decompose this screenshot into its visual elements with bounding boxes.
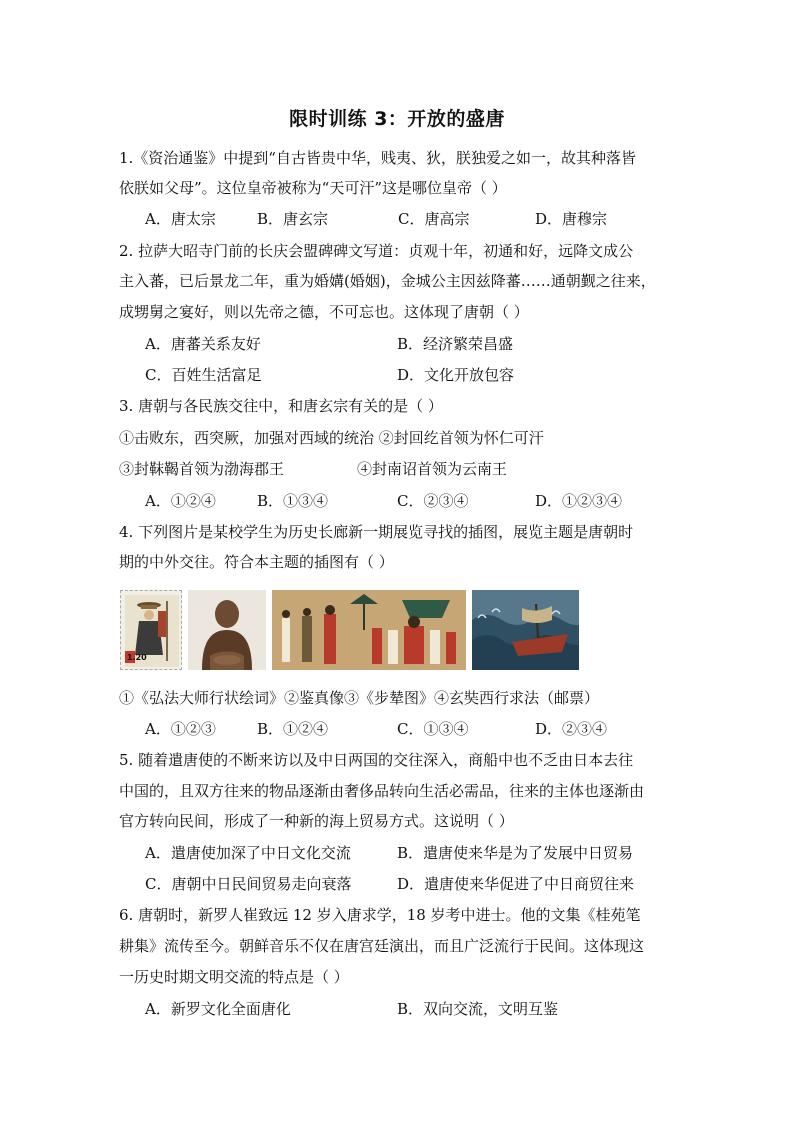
q6-stem-line1: 6. 唐朝时，新罗人崔致远 12 岁入唐求学，18 岁考中进士。他的文集《桂苑笔 — [119, 906, 641, 924]
q6-option-a[interactable]: A．新罗文化全面唐化 — [145, 1000, 291, 1018]
q2-option-d[interactable]: D．文化开放包容 — [397, 366, 515, 384]
page-title: 限时训练 3：开放的盛唐 — [289, 108, 505, 130]
q4-option-b[interactable]: B．①②④ — [257, 720, 329, 738]
q4-option-d[interactable]: D．②③④ — [535, 720, 608, 738]
stamp-value: 1.20 — [127, 653, 147, 662]
q3-option-d[interactable]: D．①②③④ — [535, 492, 623, 510]
q1-stem-line2: 依朕如父母”。这位皇帝被称为“天可汗”这是哪位皇帝（ ） — [119, 179, 507, 197]
q2-stem-line3: 成甥舅之宴好，则以先帝之德，不可忘也。这体现了唐朝（ ） — [119, 303, 529, 321]
q2-option-c[interactable]: C．百姓生活富足 — [145, 366, 262, 384]
bunian-painting-image — [272, 590, 466, 670]
jianzhen-statue-image — [188, 590, 266, 670]
q4-captions: ①《弘法大师行状绘词》②鉴真像③《步辇图》④玄奘西行求法（邮票） — [119, 689, 600, 707]
q5-option-a[interactable]: A．遣唐使加深了中日文化交流 — [145, 844, 351, 862]
q2-stem-line2: 主入蕃，已后景龙二年，重为婚媾(婚姻)，金城公主因兹降蕃……通朝觐之往来， — [119, 272, 656, 290]
q1-option-a[interactable]: A．唐太宗 — [145, 210, 216, 228]
q4-option-a[interactable]: A．①②③ — [145, 720, 216, 738]
stamp-image — [120, 590, 182, 670]
ship-scroll-image — [472, 590, 579, 670]
q3-option-b[interactable]: B．①③④ — [257, 492, 329, 510]
q5-stem-line3: 官方转向民间，形成了一种新的海上贸易方式。这说明（ ） — [119, 812, 514, 830]
q5-option-d[interactable]: D．遣唐使来华促进了中日商贸往来 — [397, 875, 635, 893]
q4-stem-line2: 期的中外交往。符合本主题的插图有（ ） — [119, 553, 394, 571]
q3-statement-4: ④封南诏首领为云南王 — [357, 460, 508, 478]
q3-statement-3: ③封靺鞨首领为渤海郡王 — [119, 460, 285, 478]
q6-stem-line2: 耕集》流传至今。朝鲜音乐不仅在唐宫廷演出，而且广泛流行于民间。这体现这 — [119, 937, 645, 955]
q3-statements-1-2: ①击败东，西突厥，加强对西域的统治 ②封回纥首领为怀仁可汗 — [119, 429, 544, 447]
q1-option-d[interactable]: D．唐穆宗 — [535, 210, 608, 228]
q5-stem-line1: 5. 随着遣唐使的不断来访以及中日两国的交往深入，商船中也不乏由日本去往 — [119, 751, 634, 769]
q1-stem-line1: 1.《资治通鉴》中提到“自古皆贵中华，贱夷、狄，朕独爱之如一，故其种落皆 — [119, 149, 636, 167]
q2-option-b[interactable]: B．经济繁荣昌盛 — [397, 335, 514, 353]
q5-stem-line2: 中国的，且双方往来的物品逐渐由奢侈品转向生活必需品，往来的主体也逐渐由 — [119, 782, 645, 800]
q3-option-c[interactable]: C．②③④ — [397, 492, 469, 510]
q3-stem: 3. 唐朝与各民族交往中，和唐玄宗有关的是（ ） — [119, 397, 443, 415]
q3-option-a[interactable]: A．①②④ — [145, 492, 216, 510]
q6-stem-line3: 一历史时期文明交流的特点是（ ） — [119, 968, 349, 986]
q4-stem-line1: 4. 下列图片是某校学生为历史长廊新一期展览寻找的插图，展览主题是唐朝时 — [119, 523, 634, 541]
q5-option-b[interactable]: B．遣唐使来华是为了发展中日贸易 — [397, 844, 634, 862]
q5-option-c[interactable]: C．唐朝中日民间贸易走向衰落 — [145, 875, 352, 893]
q1-option-b[interactable]: B．唐玄宗 — [257, 210, 329, 228]
q2-option-a[interactable]: A．唐蕃关系友好 — [145, 335, 261, 353]
q6-option-b[interactable]: B．双向交流，文明互鉴 — [397, 1000, 559, 1018]
q2-stem-line1: 2. 拉萨大昭寺门前的长庆会盟碑碑文写道：贞观十年，初通和好，远降文成公 — [119, 242, 634, 260]
q4-option-c[interactable]: C．①③④ — [397, 720, 469, 738]
q1-option-c[interactable]: C．唐高宗 — [398, 210, 470, 228]
